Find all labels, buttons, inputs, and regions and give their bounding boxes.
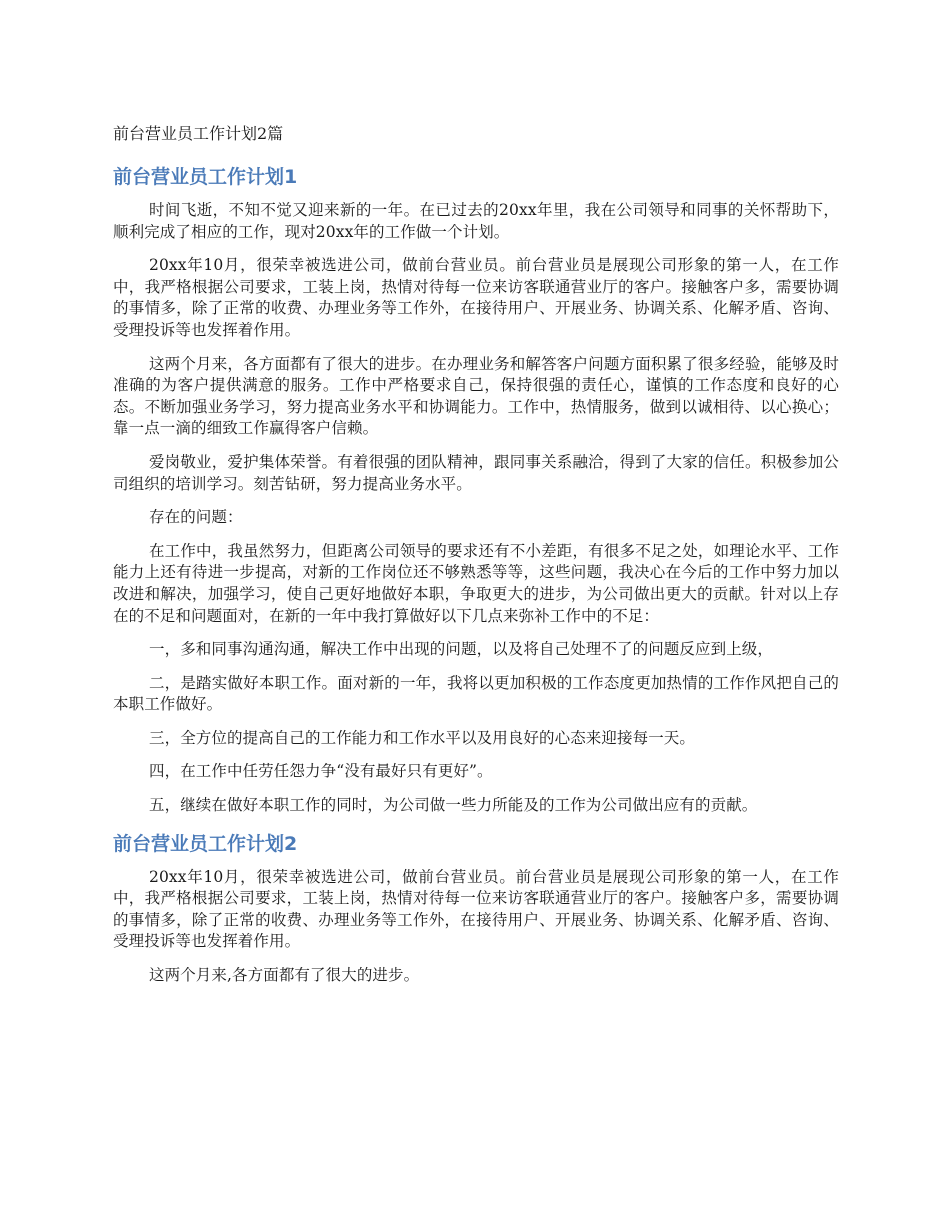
section-2 bbox=[113, 831, 839, 987]
paragraph: 爱岗敬业，爱护集体荣誉。有着很强的团队精神，跟同事关系融洽，得到了大家的信任。积极参加公司组织的培训学习。刻苦钻研，努力提高业务水平。 bbox=[113, 452, 839, 493]
document-title: 前台营业员工作计划2篇 bbox=[113, 124, 284, 143]
list-item: 四，在工作中任劳任怨力争“没有最好只有更好”。 bbox=[149, 762, 493, 781]
list-item: 五，继续在做好本职工作的同时，为公司做一些力所能及的工作为公司做出应有的贡献。 bbox=[149, 796, 758, 815]
paragraph: 20xx年10月，很荣幸被选进公司，做前台营业员。前台营业员是展现公司形象的第一人，在工作中，我严格根据公司要求，工装上岗，热情对待每一位来访客联通营业厅的客户。接触客户多，需要协调的事情多，除了正常的收费、办理业务等工作外，在接待用户、开展业务、协调关系、化解矛盾、咨询、受理投诉等也发挥着作用。 bbox=[113, 256, 839, 339]
paragraph: 在工作中，我虽然努力，但距离公司领导的要求还有不小差距，有很多不足之处，如理论水平、工作能力上还有待进一步提高，对新的工作岗位还不够熟悉等等，这些问题，我决心在今后的工作中努力加以改进和解决，加强学习，使自己更好地做好本职，争取更大的进步，为公司做出更大的贡献。针对以上存在的不足和问题面对，在新的一年中我打算做好以下几点来弥补工作中的不足： bbox=[113, 541, 839, 625]
list-item: 一，多和同事沟通沟通，解决工作中出现的问题，以及将自己处理不了的问题反应到上级， bbox=[149, 640, 774, 659]
section-heading: 前台营业员工作计划2 bbox=[113, 832, 298, 855]
paragraph: 20xx年10月，很荣幸被选进公司，做前台营业员。前台营业员是展现公司形象的第一人，在工作中，我严格根据公司要求，工装上岗，热情对待每一位来访客联通营业厅的客户。接触客户多，需要协调的事情多，除了正常的收费、办理业务等工作外，在接待用户、开展业务、协调关系、化解矛盾、咨询、受理投诉等也发挥着作用。 bbox=[113, 867, 839, 951]
list-item: 二，是踏实做好本职工作。面对新的一年，我将以更加积极的工作态度更加热情的工作作风把自己的本职工作做好。 bbox=[113, 673, 839, 714]
document-page bbox=[113, 122, 839, 1001]
paragraph: 存在的问题： bbox=[149, 508, 243, 527]
paragraph: 这两个月来，各方面都有了很大的进步。在办理业务和解答客户问题方面积累了很多经验，能够及时准确的为客户提供满意的服务。工作中严格要求自己，保持很强的责任心，谨慎的工作态度和良好的心态。不断加强业务学习，努力提高业务水平和协调能力。工作中，热情服务，做到以诚相待、以心换心；靠一点一滴的细致工作赢得客户信赖。 bbox=[113, 354, 839, 438]
section-1 bbox=[113, 164, 839, 817]
paragraph: 时间飞逝，不知不觉又迎来新的一年。在已过去的20xx年里，我在公司领导和同事的关怀帮助下，顺利完成了相应的工作，现对20xx年的工作做一个计划。 bbox=[113, 201, 839, 241]
list-item: 三，全方位的提高自己的工作能力和工作水平以及用良好的心态来迎接每一天。 bbox=[149, 728, 696, 747]
paragraph: 这两个月来,各方面都有了很大的进步。 bbox=[149, 966, 420, 985]
section-heading: 前台营业员工作计划1 bbox=[113, 166, 298, 188]
